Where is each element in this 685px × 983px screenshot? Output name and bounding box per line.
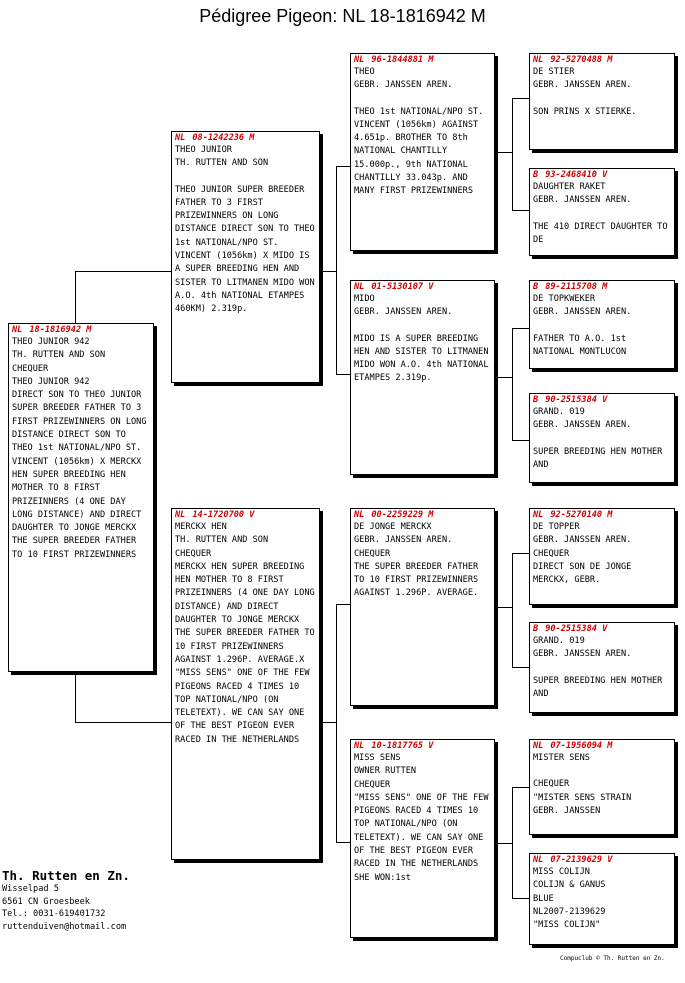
pigeon-name: DE JONGE MERCKX GEBR. JANSSEN AREN. CHEQUER [354,522,453,559]
connector-subject-to-sire [75,271,171,272]
pigeon-card-great-grandparent-2[interactable] [529,168,675,256]
pigeon-card-dam[interactable] [171,508,320,860]
pigeon-description: SON PRINS X STIERKE. [533,106,637,117]
ring-number: NL 01-5130107 V [354,282,434,292]
pigeon-card-great-grandparent-1[interactable] [529,53,675,150]
pigeon-name: DE TOPKWEKER GEBR. JANSSEN AREN. [533,294,632,318]
pigeon-description: FATHER TO A.O. 1st NATIONAL MONTLUCON [533,333,627,357]
pigeon-name: MERCKX HEN TH. RUTTEN AND SON CHEQUER [175,522,269,559]
connector-gp1-stem [495,152,512,153]
connector-dam-upper [336,604,350,605]
pigeon-name: GRAND. 019 GEBR. JANSSEN AREN. [533,636,632,660]
pigeon-description: SUPER BREEDING HEN MOTHER AND [533,675,663,699]
pigeon-card-great-grandparent-6[interactable] [529,622,675,713]
pigeon-name: MISTER SENS [533,753,590,763]
pigeon-card-great-grandparent-4[interactable] [529,393,675,483]
pigeon-description: SUPER BREEDING HEN MOTHER AND [533,446,663,470]
connector-gp4-bracket [512,787,513,899]
ring-number: NL 07-1956094 M [533,741,613,751]
connector-sire-lower [336,374,350,375]
pigeon-name: GRAND. 019 GEBR. JANSSEN AREN. [533,407,632,431]
ring-number: NL 10-1817765 V [354,741,434,751]
connector-gp2-stem [495,377,512,378]
owner-city: 6561 CN Groesbeek [2,896,90,907]
connector-gp3-stem [495,607,512,608]
connector-gp3-upper [512,553,529,554]
connector-gp1-upper [512,98,529,99]
connector-gp1-lower [512,210,529,211]
ring-number: NL 92-5270488 M [533,55,613,65]
ring-number: NL 07-2139629 V [533,855,613,865]
pigeon-description: MERCKX HEN SUPER BREEDING HEN MOTHER TO 8 FIRST PRIZEINNERS (4 ONE DAY LONG DISTANCE) AND DIRECT DAUGHTER TO JONGE MERCKX THE SUPER BREEDER FATHER TO 10 FIRST PRIZEWINNERS AGAINST 1.296P. AVERAGE.X "MISS SENS" ONE OF THE FEW PIGEONS RACED 4 TIMES 10 TOP NATIONAL/NPO (ON TELETEXT). WE CAN SAY ONE OF THE BEST PIGEON EVER RACED IN THE NETHERLANDS [175,561,315,745]
connector-gp4-stem [495,843,512,844]
pigeon-card-great-grandparent-3[interactable] [529,280,675,369]
ring-number: B 93-2468410 V [533,170,608,180]
connector-gp2-bracket [512,328,513,441]
pigeon-card-great-grandparent-5[interactable] [529,508,675,605]
pigeon-name: MIDO GEBR. JANSSEN AREN. [354,294,453,318]
connector-sire-bracket [336,166,337,375]
pigeon-name: DAUGHTER RAKET GEBR. JANSSEN AREN. [533,182,632,206]
connector-gp3-lower [512,667,529,668]
pigeon-name: DE STIER GEBR. JANSSEN AREN. [533,67,632,91]
pigeon-description: THE SUPER BREEDER FATHER TO 10 FIRST PRIZEWINNERS AGAINST 1.296P. AVERAGE. [354,561,479,599]
connector-subject-vertical [75,271,76,323]
pigeon-description: THEO 1st NATIONAL/NPO ST. VINCENT (1056km) AGAINST 4.651p. BROTHER TO 8th NATIONAL CHANTILLY 15.000p., 9th NATIONAL CHANTILLY 33.043p. AND MANY FIRST PRIZEWINNERS [354,106,484,197]
pigeon-description: CHEQUER "MISTER SENS STRAIN GEBR. JANSSEN [533,779,632,816]
ring-number: NL 08-1242236 M [175,133,255,143]
pigeon-card-sire[interactable] [171,131,320,383]
pigeon-description: THE 410 DIRECT DAUGHTER TO DE [533,221,668,245]
ring-number: NL 92-5270140 M [533,510,613,520]
connector-subject-to-dam [75,722,171,723]
connector-dam-bracket [336,604,337,843]
ring-number: NL 14-1720700 V [175,510,255,520]
connector-dam-stem [320,722,336,723]
ring-number: NL 18-1816942 M [12,325,92,335]
pigeon-description: MIDO IS A SUPER BREEDING HEN AND SISTER TO LITMANEN MIDO WON A.O. 4th NATIONAL ETAMPES 2.319p. [354,333,489,384]
pigeon-card-grandsire-paternal[interactable] [350,53,495,251]
connector-subject-down [75,672,76,723]
pigeon-name: MISS SENS OWNER RUTTEN CHEQUER [354,753,417,790]
pigeon-card-great-grandparent-8[interactable] [529,853,675,945]
pigeon-description: "MISS SENS" ONE OF THE FEW PIGEONS RACED 4 TIMES 10 TOP NATIONAL/NPO (ON TELETEXT). WE CAN SAY ONE OF THE BEST PIGEON EVER RACED IN THE NETHERLANDS SHE WON:1st [354,792,489,883]
pigeon-description: DIRECT SON DE JONGE MERCKX, GEBR. [533,561,632,586]
pigeon-description: THEO JUNIOR SUPER BREEDER FATHER TO 3 FIRST PRIZEWINNERS ON LONG DISTANCE DIRECT SON TO THEO 1st NATIONAL/NPO ST. VINCENT (1056km) X MIDO IS A SUPER BREEDING HEN AND SISTER TO LITMANEN MIDO WON A.O. 4th NATIONAL ETAMPES 460KM) 2.319p. [175,184,315,315]
ring-number: B 90-2515384 V [533,624,608,634]
owner-address: Wisselpad 5 [2,884,59,894]
connector-gp3-bracket [512,553,513,668]
owner-info [2,868,130,933]
pigeon-card-subject[interactable] [8,323,154,672]
pigeon-name: MISS COLIJN COLIJN & GANUS BLUE NL2007-2139629 "MISS COLIJN" [533,867,606,931]
pigeon-name: THEO GEBR. JANSSEN AREN. [354,67,453,91]
connector-sire-stem [320,271,336,272]
connector-gp4-lower [512,898,529,899]
ring-number: B 90-2515384 V [533,395,608,405]
pigeon-card-great-grandparent-7[interactable] [529,739,675,835]
owner-email: ruttenduiven@hotmail.com [2,921,127,932]
connector-gp4-upper [512,787,529,788]
ring-number: NL 96-1844881 M [354,55,434,65]
owner-name: Th. Rutten en Zn. [2,868,130,883]
pigeon-name: DE TOPPER GEBR. JANSSEN AREN. CHEQUER [533,522,632,559]
pigeon-card-grandsire-maternal[interactable] [350,508,495,706]
page-title: Pédigree Pigeon: NL 18-1816942 M [199,6,486,26]
connector-dam-lower [336,842,350,843]
connector-gp2-upper [512,328,529,329]
footer-credit: Compuclub © Th. Rutten en Zn. [560,955,665,962]
ring-number: NL 00-2259229 M [354,510,434,520]
owner-phone: Tel.: 0031-619401732 [2,909,106,919]
pigeon-description: THEO JUNIOR 942 DIRECT SON TO THEO JUNIOR SUPER BREEDER FATHER TO 3 FIRST PRIZEWINNERS ON LONG DISTANCE DIRECT SON TO THEO 1st NATIONAL/NPO ST. VINCENT (1056km) X MERCKX HEN SUPER BREEDING HEN MOTHER TO 8 FIRST PRIZEINNERS (4 ONE DAY LONG DISTANCE) AND DIRECT DAUGHTER TO JONGE MERCKX THE SUPER BREEDER FATHER TO 10 FIRST PRIZEWINNERS [12,376,147,560]
pigeon-card-granddam-maternal[interactable] [350,739,495,938]
pigeon-card-granddam-paternal[interactable] [350,280,495,475]
connector-gp2-lower [512,440,529,441]
connector-gp1-bracket [512,98,513,211]
connector-sire-upper [336,166,350,167]
ring-number: B 89-2115708 M [533,282,608,292]
pigeon-name: THEO JUNIOR 942 TH. RUTTEN AND SON CHEQUER [12,337,106,374]
pigeon-name: THEO JUNIOR TH. RUTTEN AND SON [175,145,269,169]
